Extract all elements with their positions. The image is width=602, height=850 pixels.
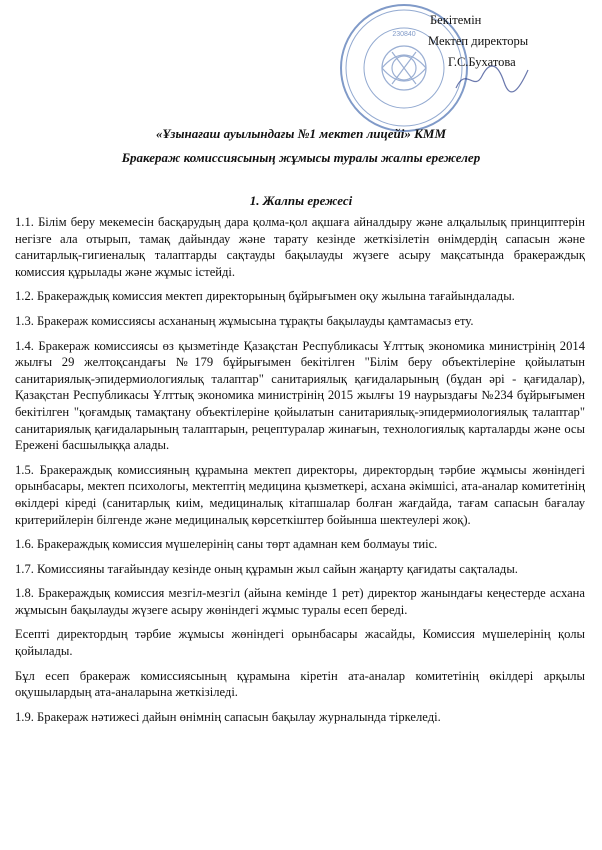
approval-position: Мектеп директоры <box>428 34 529 48</box>
handwritten-signature <box>452 58 532 98</box>
seal-code: 230840 <box>392 31 416 38</box>
paragraph-1-5: 1.5. Бракераждық комиссияның құрамына мектеп директоры, директордың тәрбие жұмысы жөніндегі орынбасары, мектеп психологы, мектептің медицина қызметкері, асхана әкімшісі, ата-аналар комитетінің өкілдері кіреді (санитарлық киім, медициналық кітапшалар болған жағдайда, тағам сапасын бағалау критерийлерін білгенде және медициналық көрсеткіштер бойынша шектеулері жоқ). <box>15 462 585 527</box>
document-body <box>15 214 585 733</box>
paragraph-report-author: Есепті директордың тәрбие жұмысы жөніндегі орынбасары жасайды, Комиссия мүшелерінің қолы қойылады. <box>15 627 585 659</box>
document-title: Бракераж комиссиясының жұмысы туралы жалпы ережелер <box>121 150 481 165</box>
paragraph-1-1: 1.1. Білім беру мекемесін басқарудың дара қолма-қол ақшаға айналдыру және алқалылық принциптерін негізге ала отырып, тамақ дайындау және тарату кезінде жеткізілетін өнімдердің сапасын және санитарлық-гигиеналық талаптарды сақтауды бақылауды жүзеге асыру мақсатында бракераждық комиссия құрылады және жұмыс істейді. <box>15 215 585 279</box>
paragraph-1-6: 1.6. Бракераждық комиссия мүшелерінің саны төрт адамнан кем болмауы тиіс. <box>15 537 438 552</box>
paragraph-1-8: 1.8. Бракераждық комиссия мезгіл-мезгіл (айына кемінде 1 рет) директор жанындағы кеңестерде асхана жұмысын бақылауды жүзеге асыру жөніндегі жұмыс туралы есеп береді. <box>15 586 585 617</box>
approval-signatory: Г.С.Бухатова <box>448 55 516 69</box>
paragraph-1-7: 1.7. Комиссияны тағайындау кезінде оның құрамын жыл сайын жаңарту қағидаты сақталады. <box>15 561 518 576</box>
section-heading: 1. Жалпы ережесі <box>249 193 353 208</box>
school-name: «Ұзынағаш ауылындағы №1 мектеп лицейі» КММ <box>155 126 447 141</box>
approval-label: Бекітемін <box>430 13 482 27</box>
paragraph-1-9: 1.9. Бракераж нәтижесі дайын өнімнің сапасын бақылау журналында тіркеледі. <box>15 709 441 724</box>
paragraph-1-4: 1.4. Бракераж комиссиясы өз қызметінде Қазақстан Республикасы Ұлттық экономика министрінің 2014 жылғы 29 желтоқсандағы №179 бұйрығымен бекітілген "Білім беру объектілеріне қойылатын санитариялық-эпидермиологиялық талаптар" санитариялық қағидаларының (бұдан әрі - қағидалар), Қазақстан Республикасы Ұлттық экономика министрінің 2015 жылғы 19 наурыздағы №234 бұйрығымен бекітілген "қоғамдық тамақтану объектілеріне қойылатын санитариялық-эпидермиологиялық талаптар" санитариялық қағидаларының талаптарын, рецептуралар жинағын, технологиялық карталарды және осы Ережені басшылыққа алады. <box>15 338 585 453</box>
paragraph-1-3: 1.3. Бракераж комиссиясы асхананың жұмысына тұрақты бақылауды қамтамасыз ету. <box>15 313 474 328</box>
paragraph-report-delivery: Бұл есеп бракераж комиссиясының құрамына кіретін ата-аналар комитетінің өкілдері арқылы оқушылардың ата-аналарына жеткізіледі. <box>15 668 585 700</box>
paragraph-1-2: 1.2. Бракераждық комиссия мектеп директорының бұйрығымен оқу жылына тағайындалады. <box>15 289 515 304</box>
